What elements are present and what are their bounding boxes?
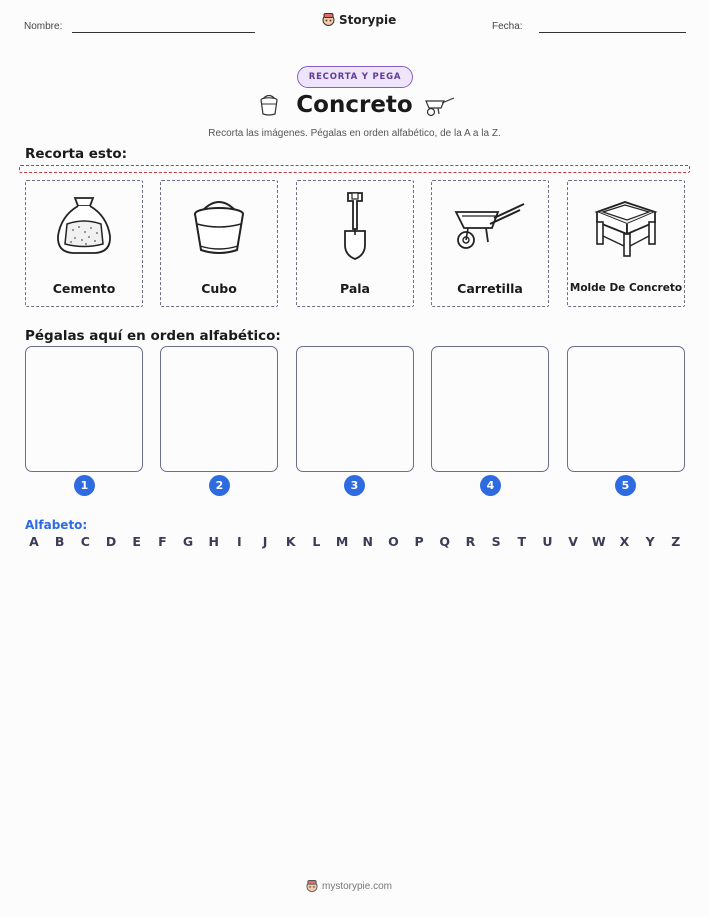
name-line[interactable]	[72, 32, 255, 33]
brand-logo	[322, 13, 396, 27]
alphabet-letter: S	[491, 534, 501, 549]
alphabet-letter: P	[414, 534, 424, 549]
paste-slot-3[interactable]	[296, 346, 414, 472]
paste-slot-2[interactable]	[160, 346, 278, 472]
concrete-mold-icon	[591, 194, 661, 258]
alphabet-letter: O	[388, 534, 399, 549]
alphabet-letter: Y	[645, 534, 655, 549]
alphabet-letter: U	[542, 534, 553, 549]
alphabet-letter: J	[262, 534, 268, 549]
paste-section-label: Pégalas aquí en orden alfabético:	[25, 328, 281, 344]
alphabet-letter: R	[465, 534, 476, 549]
card-label: Pala	[340, 281, 370, 296]
alphabet-row	[25, 534, 685, 549]
storypie-mascot-icon	[306, 880, 318, 893]
name-label: Nombre:	[24, 21, 63, 32]
cut-line	[19, 165, 690, 173]
alphabet-letter: K	[285, 534, 296, 549]
cement-bag-icon	[53, 194, 115, 258]
card-label: Cemento	[52, 281, 116, 296]
wheelbarrow-icon	[454, 196, 526, 256]
alphabet-letter: V	[568, 534, 578, 549]
alphabet-letter: A	[29, 534, 39, 549]
alphabet-letter: T	[517, 534, 527, 549]
wheelbarrow-icon	[424, 95, 456, 117]
alphabet-letter: C	[80, 534, 90, 549]
slot-number-2: 2	[209, 475, 230, 496]
alphabet-letter: H	[208, 534, 219, 549]
cut-section-label: Recorta esto:	[25, 146, 128, 162]
footer-url[interactable]: mystorypie.com	[322, 881, 393, 892]
cut-card-cemento[interactable]	[25, 180, 143, 307]
footer	[306, 880, 392, 893]
alphabet-letter: W	[591, 534, 606, 549]
slot-number-5: 5	[615, 475, 636, 496]
alphabet-letter: G	[182, 534, 194, 549]
cut-card-pala[interactable]	[296, 180, 414, 307]
alphabet-letter: Q	[439, 534, 451, 549]
paste-slot-1[interactable]	[25, 346, 143, 472]
card-label: Carretilla	[457, 281, 523, 296]
alphabet-letter: E	[132, 534, 141, 549]
alphabet-letter: M	[335, 534, 349, 549]
paste-slot-5[interactable]	[567, 346, 685, 472]
alphabet-letter: B	[54, 534, 65, 549]
alphabet-letter: L	[312, 534, 321, 549]
card-label: Cubo	[201, 281, 237, 296]
paste-slot-4[interactable]	[431, 346, 549, 472]
card-label: Molde De Concreto	[569, 282, 683, 294]
instructions: Recorta las imágenes. Pégalas en orden alfabético, de la A a la Z.	[208, 128, 501, 139]
date-line[interactable]	[539, 32, 686, 33]
cut-card-cubo[interactable]	[160, 180, 278, 307]
slot-number-3: 3	[344, 475, 365, 496]
slot-number-1: 1	[74, 475, 95, 496]
alphabet-letter: Z	[671, 534, 681, 549]
cut-card-molde-de-concreto[interactable]	[567, 180, 685, 307]
alphabet-letter: N	[362, 534, 373, 549]
brand-name: Storypie	[339, 13, 397, 27]
alphabet-letter: F	[158, 534, 167, 549]
bucket-icon	[192, 194, 246, 258]
alphabet-title: Alfabeto:	[25, 518, 88, 532]
activity-badge: RECORTA Y PEGA	[297, 66, 413, 88]
shovel-icon	[340, 191, 370, 261]
slot-number-4: 4	[480, 475, 501, 496]
alphabet-letter: I	[237, 534, 242, 549]
cut-card-carretilla[interactable]	[431, 180, 549, 307]
alphabet-letter: X	[619, 534, 630, 549]
date-label: Fecha:	[492, 21, 523, 32]
page-title: Concreto	[296, 92, 413, 118]
alphabet-letter: D	[105, 534, 117, 549]
storypie-mascot-icon	[322, 13, 335, 27]
